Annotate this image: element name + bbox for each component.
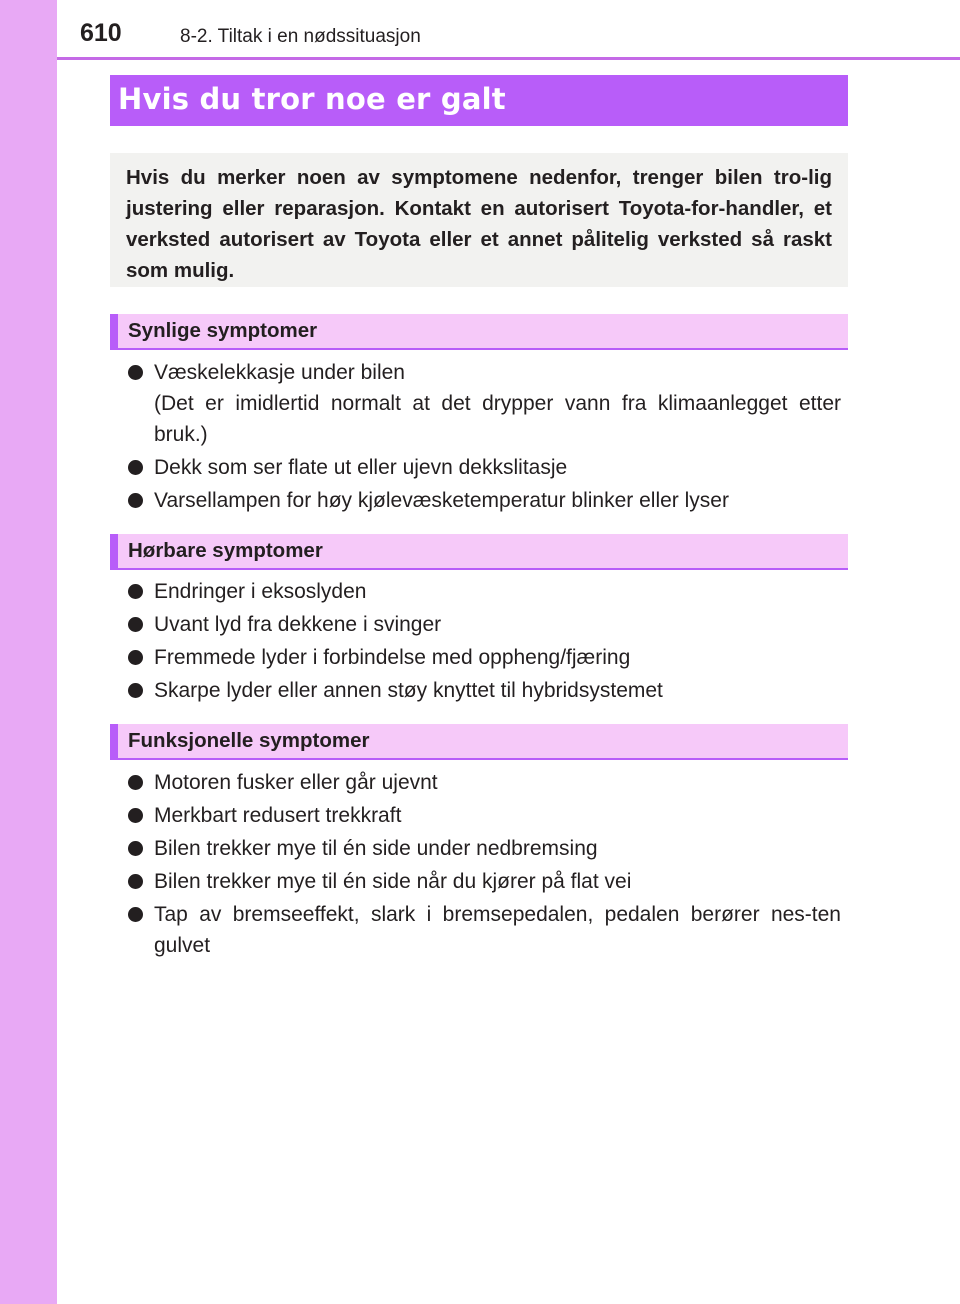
list-item-text: Dekk som ser flate ut eller ujevn dekkslitasje	[154, 456, 568, 479]
bullet-dot-icon	[128, 650, 143, 665]
list-item-note: (Det er imidlertid normalt at det drypper vann fra klimaanlegget etter bruk.)	[154, 392, 841, 446]
bullet-dot-icon	[128, 808, 143, 823]
list-item-text: Merkbart redusert trekkraft	[154, 804, 402, 827]
section-heading-visible: Synlige symptomer	[110, 314, 848, 350]
list-item	[126, 833, 841, 864]
page-number: 610	[80, 19, 122, 47]
bullet-dot-icon	[128, 874, 143, 889]
bullet-dot-icon	[128, 365, 143, 380]
functional-symptoms-list	[126, 767, 841, 963]
list-item	[126, 800, 841, 831]
page-title: Hvis du tror noe er galt	[118, 82, 506, 116]
section-heading-audible: Hørbare symptomer	[110, 534, 848, 570]
bullet-dot-icon	[128, 493, 143, 508]
list-item-text: Væskelekkasje under bilen	[154, 361, 405, 384]
bullet-dot-icon	[128, 584, 143, 599]
chapter-breadcrumb: 8-2. Tiltak i en nødssituasjon	[180, 26, 421, 47]
bullet-dot-icon	[128, 617, 143, 632]
header-rule	[57, 57, 960, 60]
list-item-text: Skarpe lyder eller annen støy knyttet til hybridsystemet	[154, 679, 663, 702]
list-item-text: Tap av bremseeffekt, slark i bremsepedalen, pedalen berører nes-ten gulvet	[154, 903, 841, 957]
list-item-text: Motoren fusker eller går ujevnt	[154, 771, 438, 794]
bullet-dot-icon	[128, 907, 143, 922]
list-item-text: Fremmede lyder i forbindelse med oppheng/fjæring	[154, 646, 631, 669]
bullet-dot-icon	[128, 841, 143, 856]
list-item	[126, 899, 841, 961]
bullet-dot-icon	[128, 775, 143, 790]
list-item	[126, 485, 841, 516]
list-item	[126, 452, 841, 483]
list-item-text: Varsellampen for høy kjølevæsketemperatur blinker eller lyser	[154, 489, 729, 512]
left-margin-strip	[0, 0, 57, 1304]
audible-symptoms-list	[126, 576, 841, 708]
list-item	[126, 642, 841, 673]
list-item-text: Bilen trekker mye til én side når du kjører på flat vei	[154, 870, 632, 893]
list-item	[126, 767, 841, 798]
visible-symptoms-list	[126, 357, 841, 518]
list-item-text: Uvant lyd fra dekkene i svinger	[154, 613, 442, 636]
section-heading-functional: Funksjonelle symptomer	[110, 724, 848, 760]
intro-box: Hvis du merker noen av symptomene nedenfor, trenger bilen tro-lig justering eller reparasjon. Kontakt en autorisert Toyota-for-handler, et verksted autorisert av Toyota eller et annet pålitelig verksted så raskt som mulig.	[110, 153, 848, 287]
bullet-dot-icon	[128, 683, 143, 698]
bullet-dot-icon	[128, 460, 143, 475]
list-item	[126, 357, 841, 450]
list-item	[126, 576, 841, 607]
list-item-text: Bilen trekker mye til én side under nedbremsing	[154, 837, 598, 860]
list-item	[126, 609, 841, 640]
list-item	[126, 675, 841, 706]
list-item-text: Endringer i eksoslyden	[154, 580, 367, 603]
list-item	[126, 866, 841, 897]
title-bar	[110, 75, 848, 126]
